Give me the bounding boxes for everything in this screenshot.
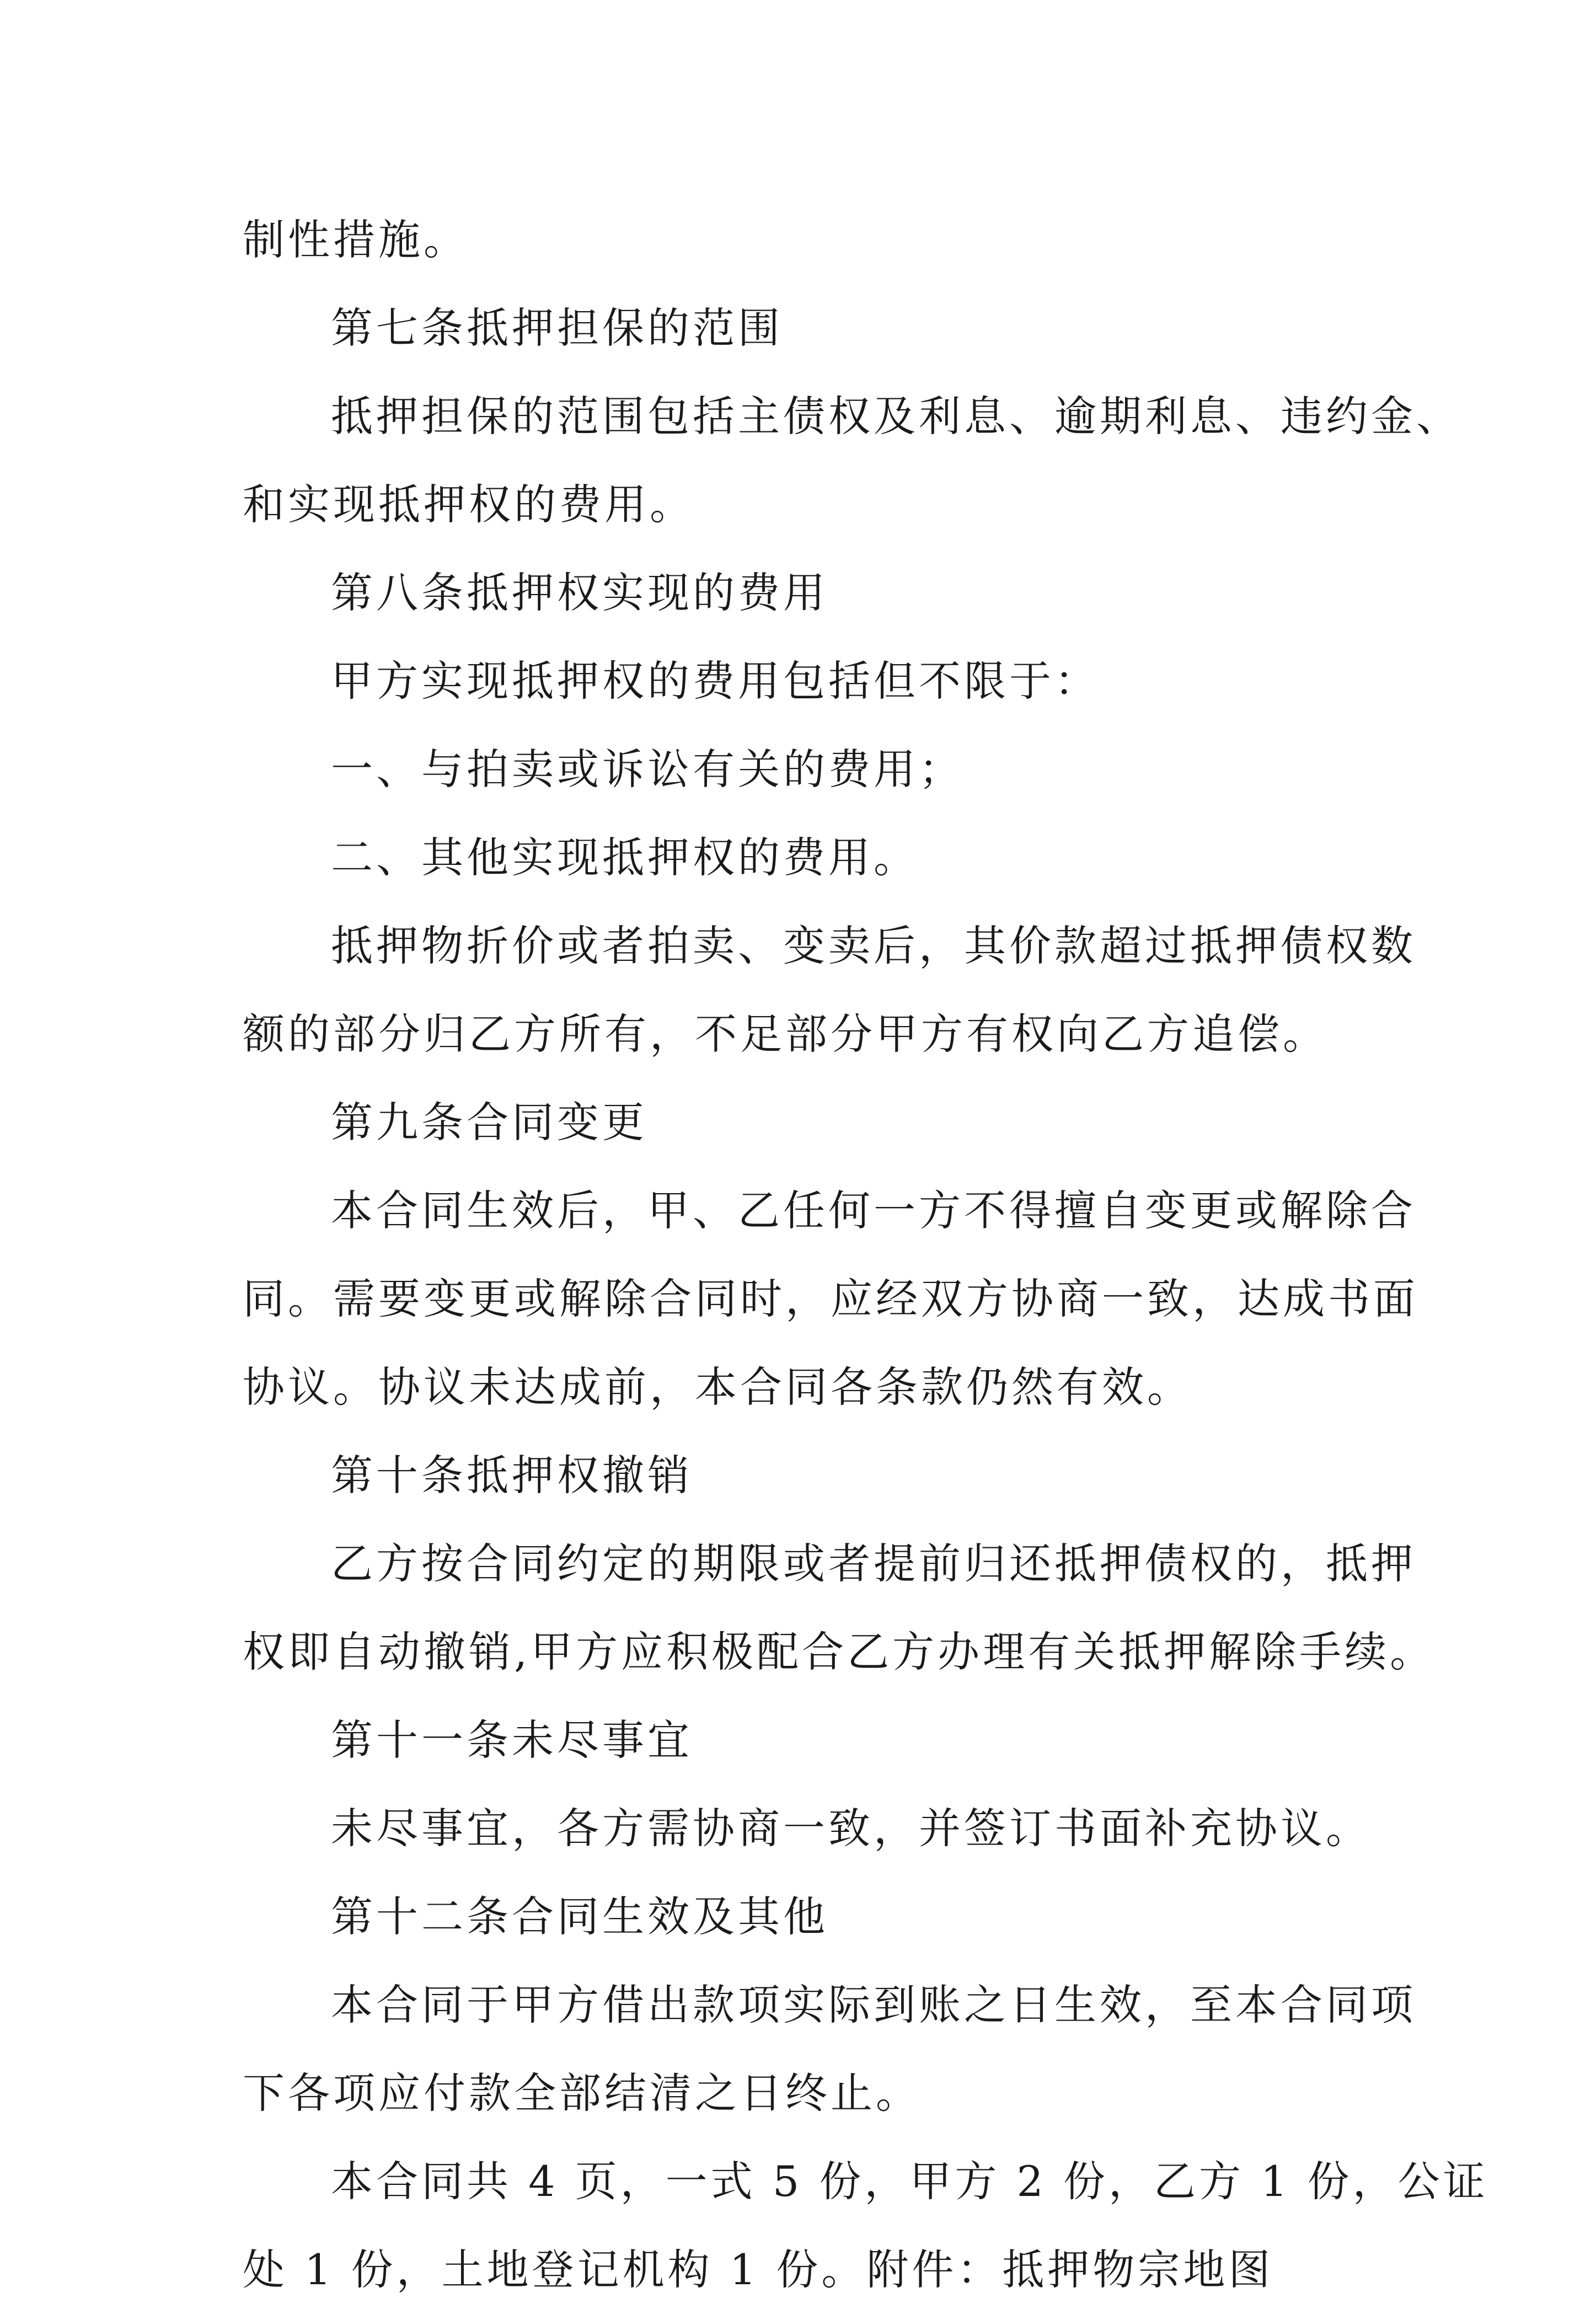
contract-body-text bbox=[243, 196, 1488, 2314]
text-line: 处 1 份，土地登记机构 1 份。附件：抵押物宗地图 bbox=[243, 2245, 1274, 2294]
text-line: 权即自动撤销,甲方应积极配合乙方办理有关抵押解除手续。 bbox=[243, 1627, 1436, 1676]
text-line: 第七条抵押担保的范围 bbox=[331, 303, 783, 352]
text-line: 乙方按合同约定的期限或者提前归还抵押债权的，抵押 bbox=[331, 1539, 1416, 1588]
text-line: 抵押物折价或者拍卖、变卖后，其价款超过抵押债权数 bbox=[331, 921, 1416, 970]
text-line: 协议。协议未达成前，本合同各条款仍然有效。 bbox=[243, 1362, 1192, 1412]
text-line: 二、其他实现抵押权的费用。 bbox=[331, 833, 919, 882]
text-line: 本合同于甲方借出款项实际到账之日生效，至本合同项 bbox=[331, 1980, 1416, 2029]
text-line: 第八条抵押权实现的费用 bbox=[331, 568, 828, 617]
text-line: 第九条合同变更 bbox=[331, 1098, 647, 1147]
text-line: 甲方实现抵押权的费用包括但不限于： bbox=[331, 656, 1100, 706]
text-line: 本合同生效后，甲、乙任何一方不得擅自变更或解除合 bbox=[331, 1186, 1416, 1235]
text-line: 额的部分归乙方所有，不足部分甲方有权向乙方追偿。 bbox=[243, 1009, 1328, 1059]
text-line: 第十一条未尽事宜 bbox=[331, 1716, 693, 1765]
text-line: 制性措施。 bbox=[243, 215, 469, 264]
text-line: 一、与拍卖或诉讼有关的费用； bbox=[331, 745, 964, 794]
text-line: 第十条抵押权撤销 bbox=[331, 1451, 693, 1500]
text-line: 抵押担保的范围包括主债权及利息、逾期利息、违约金、 bbox=[331, 392, 1461, 441]
text-line: 未尽事宜，各方需协商一致，并签订书面补充协议。 bbox=[331, 1804, 1371, 1853]
text-line: 同。需要变更或解除合同时，应经双方协商一致，达成书面 bbox=[243, 1274, 1418, 1323]
text-line: 本合同共 4 页，一式 5 份，甲方 2 份，乙方 1 份，公证 bbox=[331, 2157, 1488, 2206]
text-line: 和实现抵押权的费用。 bbox=[243, 480, 695, 529]
text-line: 第十二条合同生效及其他 bbox=[331, 1892, 828, 1941]
text-line: 下各项应付款全部结清之日终止。 bbox=[243, 2069, 921, 2118]
